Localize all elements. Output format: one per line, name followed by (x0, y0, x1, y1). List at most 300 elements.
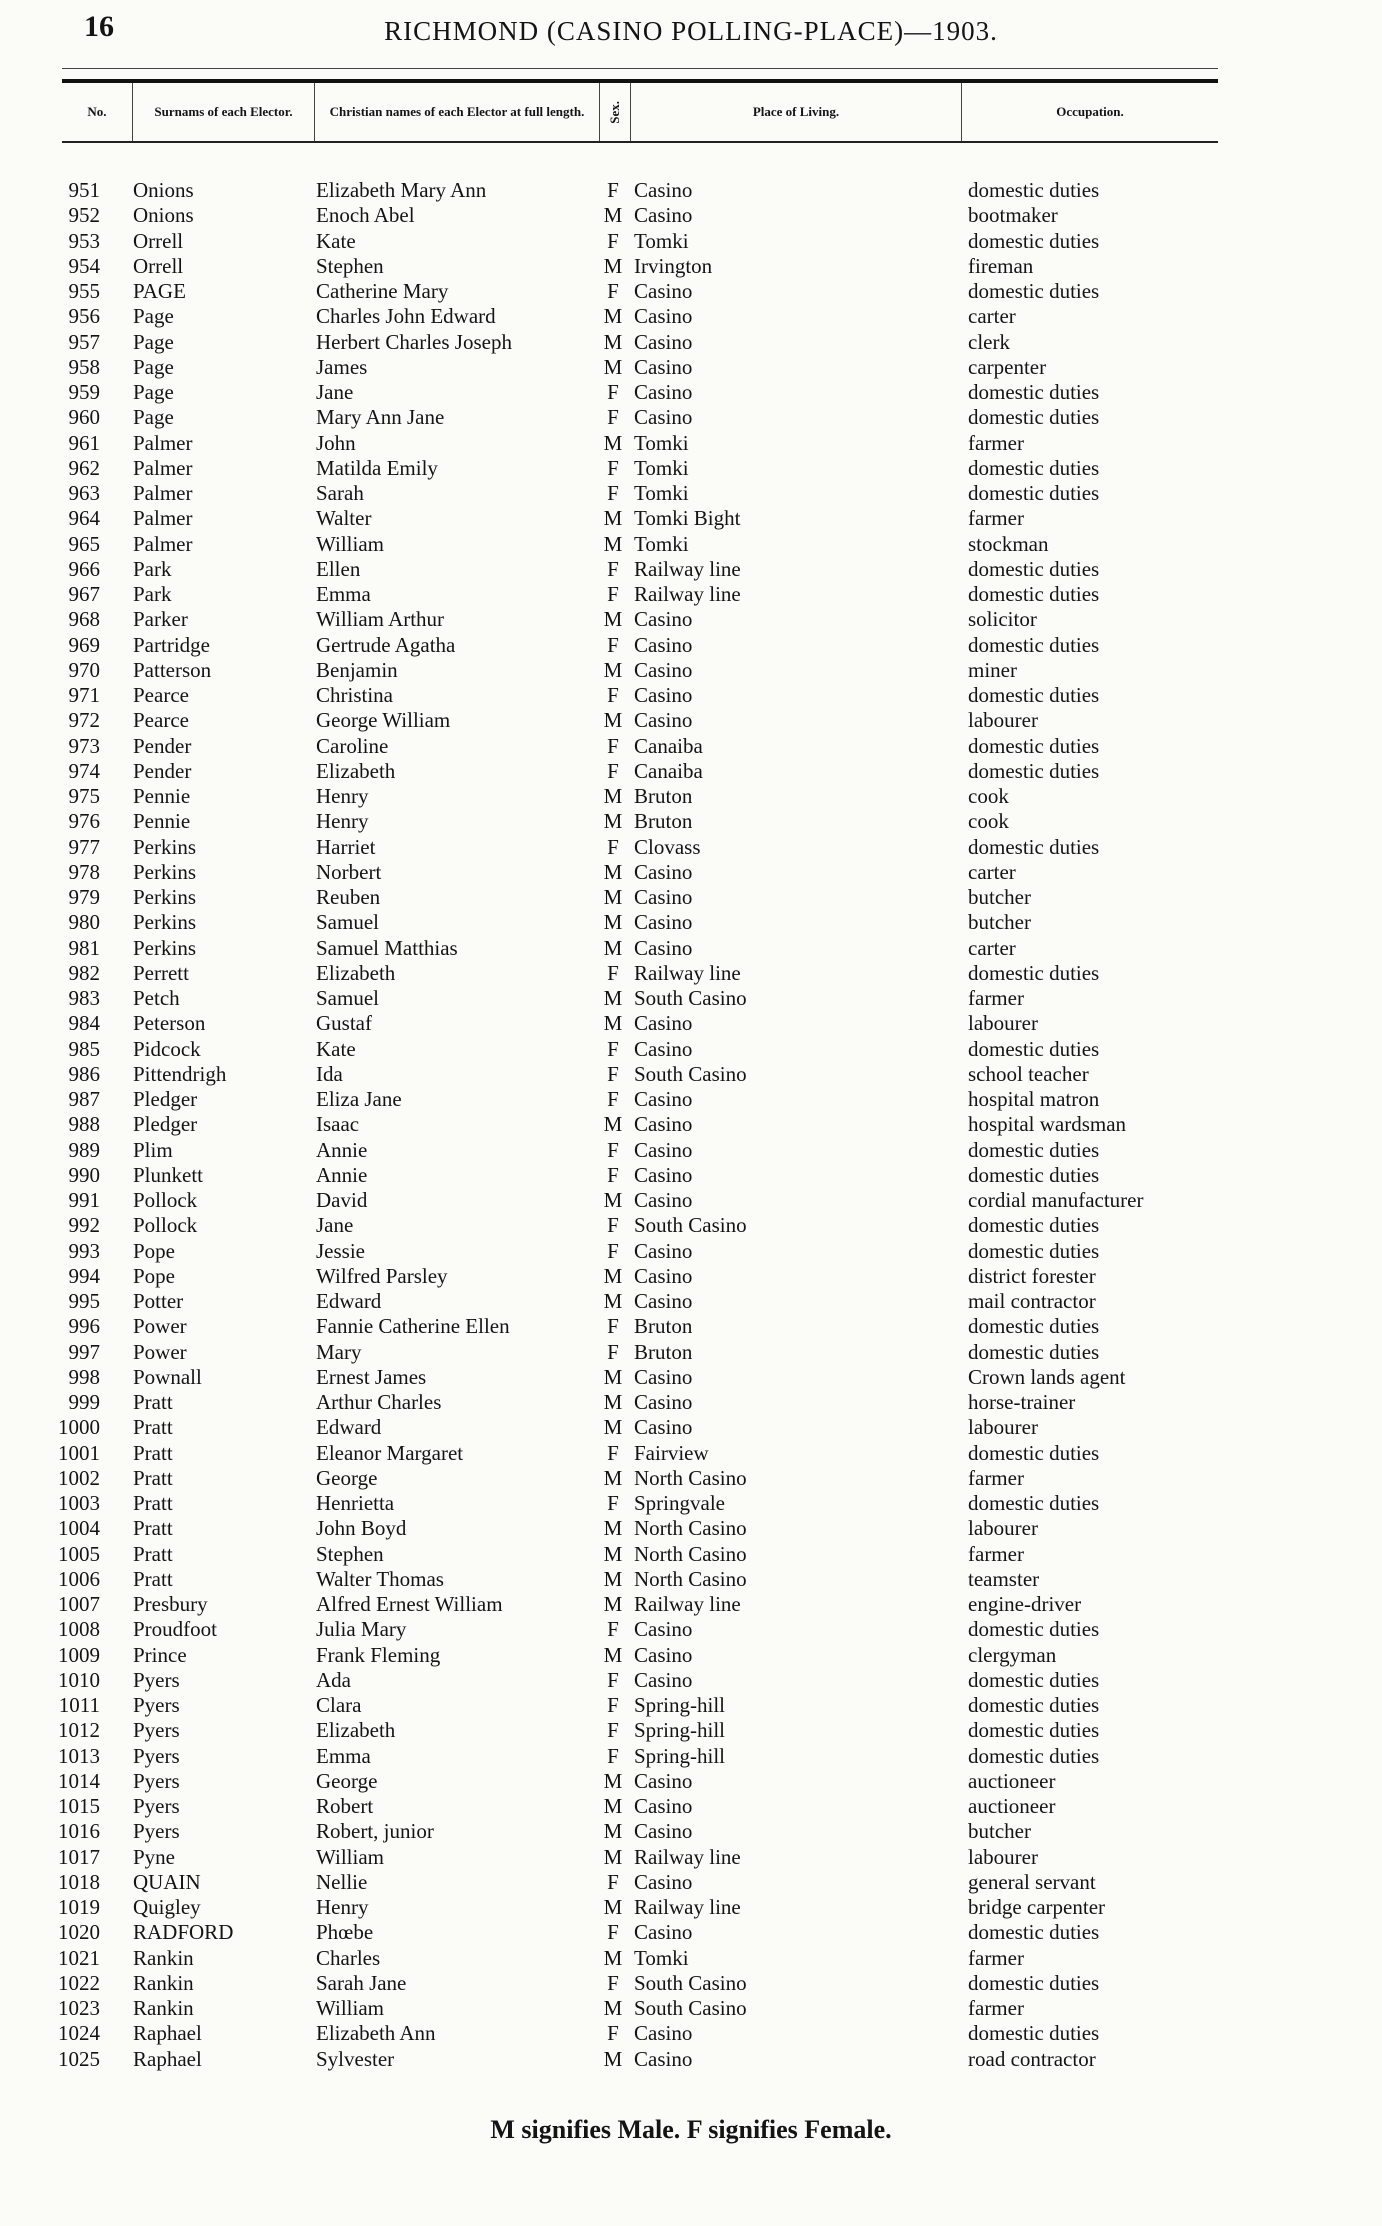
elector-surname: Palmer (133, 430, 193, 455)
elector-christian-names: David (316, 1188, 368, 1212)
elector-place: Casino (634, 1819, 693, 1844)
elector-number: 1003 (58, 1491, 100, 1515)
elector-sex: F (607, 1491, 619, 1515)
table-row (0, 986, 1382, 1011)
elector-christian-names: Edward (316, 1289, 382, 1313)
elector-surname: Pollock (133, 1188, 198, 1212)
elector-surname: Pyne (133, 1844, 175, 1869)
elector-place: Bruton (634, 809, 693, 834)
elector-sex: F (607, 1667, 619, 1692)
elector-sex: M (603, 1819, 623, 1844)
elector-christian-names: Nellie (316, 1869, 368, 1894)
elector-number: 980 (68, 910, 100, 935)
elector-christian-names: Emma (316, 1743, 371, 1768)
elector-sex: F (607, 1440, 619, 1465)
elector-surname: Plunkett (133, 1162, 204, 1187)
elector-sex: F (607, 1743, 619, 1768)
table-row (0, 254, 1382, 279)
elector-occupation: carter (968, 304, 1016, 329)
page-title: RICHMOND (CASINO POLLING-PLACE)—1903. (384, 16, 998, 46)
elector-christian-names: Samuel (316, 910, 379, 935)
elector-sex: M (603, 1516, 623, 1541)
elector-place: Bruton (634, 1314, 693, 1339)
elector-number: 1015 (58, 1794, 100, 1818)
elector-christian-names: Jane (316, 1213, 354, 1238)
elector-sex: M (603, 1592, 623, 1616)
elector-occupation: domestic duties (968, 1617, 1100, 1642)
elector-number: 993 (68, 1238, 100, 1263)
elector-surname: Page (133, 405, 174, 430)
elector-sex: F (607, 1162, 619, 1187)
table-row (0, 481, 1382, 506)
elector-occupation: farmer (968, 506, 1024, 531)
elector-occupation: engine-driver (968, 1592, 1082, 1616)
elector-number: 955 (68, 279, 100, 303)
elector-surname: Page (133, 329, 174, 354)
elector-occupation: auctioneer (968, 1768, 1056, 1793)
elector-number: 967 (68, 582, 100, 606)
elector-surname: Pledger (133, 1112, 198, 1137)
elector-occupation: carpenter (968, 354, 1047, 379)
elector-place: Casino (634, 1364, 693, 1389)
elector-christian-names: George (316, 1465, 378, 1490)
elector-occupation: mail contractor (968, 1289, 1096, 1313)
elector-place: Casino (634, 683, 693, 707)
elector-place: Springvale (634, 1491, 725, 1515)
elector-number: 1025 (58, 2046, 100, 2071)
table-row (0, 633, 1382, 658)
elector-number: 985 (68, 1036, 100, 1061)
elector-occupation: domestic duties (968, 1137, 1100, 1162)
elector-number: 1011 (58, 1693, 100, 1717)
elector-surname: Quigley (133, 1895, 201, 1919)
elector-sex: M (603, 1768, 623, 1793)
elector-place: North Casino (634, 1516, 747, 1541)
elector-number: 990 (68, 1162, 100, 1187)
elector-occupation: domestic duties (968, 1491, 1100, 1515)
elector-surname: Pratt (133, 1541, 173, 1566)
elector-surname: Pennie (133, 784, 191, 808)
elector-occupation: labourer (968, 1516, 1038, 1541)
elector-sex: F (607, 178, 619, 202)
elector-surname: Pearce (133, 683, 189, 707)
table-row (0, 380, 1382, 405)
elector-occupation: domestic duties (968, 1693, 1100, 1717)
elector-sex: F (607, 2021, 619, 2046)
elector-place: Casino (634, 405, 693, 430)
elector-occupation: domestic duties (968, 1162, 1100, 1187)
elector-christian-names: Ernest James (316, 1364, 427, 1389)
elector-place: Casino (634, 1011, 693, 1036)
elector-occupation: domestic duties (968, 1920, 1100, 1945)
header-occupation: Occupation. (1056, 104, 1124, 119)
elector-sex: F (607, 1970, 619, 1995)
table-row (0, 936, 1382, 961)
table-row (0, 1365, 1382, 1390)
elector-christian-names: Henry (316, 1895, 369, 1919)
elector-surname: Pidcock (133, 1036, 201, 1061)
elector-occupation: farmer (968, 430, 1024, 455)
elector-place: Casino (634, 2021, 693, 2046)
header-surname: Surnams of each Elector. (133, 83, 315, 141)
elector-surname: Pittendrigh (133, 1061, 227, 1086)
elector-sex: F (607, 1617, 619, 1642)
elector-number: 999 (68, 1390, 100, 1414)
elector-surname: RADFORD (133, 1920, 234, 1945)
elector-christian-names: Eliza Jane (316, 1087, 402, 1111)
elector-place: Casino (634, 279, 693, 303)
elector-occupation: hospital matron (968, 1087, 1100, 1111)
elector-number: 961 (68, 430, 100, 455)
elector-sex: M (603, 607, 623, 632)
sex-legend: M signifies Male. F signifies Female. (490, 2115, 892, 2144)
elector-surname: Pennie (133, 809, 191, 834)
elector-number: 953 (68, 228, 100, 253)
elector-surname: Palmer (133, 455, 193, 480)
elector-place: Tomki (634, 228, 689, 253)
elector-occupation: domestic duties (968, 632, 1100, 657)
header-christian-names: Christian names of each Elector at full length. (315, 83, 600, 141)
table-row (0, 1819, 1382, 1844)
elector-place: Casino (634, 1920, 693, 1945)
elector-christian-names: Julia Mary (316, 1617, 407, 1642)
table-row (0, 1946, 1382, 1971)
elector-place: Tomki Bight (634, 506, 741, 531)
elector-place: Casino (634, 1087, 693, 1111)
elector-place: Casino (634, 1617, 693, 1642)
elector-christian-names: Stephen (316, 253, 384, 278)
elector-place: Tomki (634, 1945, 689, 1970)
elector-surname: Palmer (133, 481, 193, 505)
elector-surname: Perkins (133, 834, 196, 859)
elector-place: Casino (634, 329, 693, 354)
elector-surname: Proudfoot (133, 1617, 217, 1642)
elector-christian-names: Benjamin (316, 657, 398, 682)
elector-christian-names: Kate (316, 1036, 356, 1061)
table-row (0, 910, 1382, 935)
elector-occupation: domestic duties (968, 1213, 1100, 1238)
elector-christian-names: Jessie (316, 1238, 365, 1263)
elector-christian-names: Mary (316, 1339, 362, 1364)
elector-christian-names: Matilda Emily (316, 455, 438, 480)
elector-christian-names: Christina (316, 683, 393, 707)
table-row (0, 1340, 1382, 1365)
elector-number: 1024 (58, 2021, 100, 2046)
elector-occupation: road contractor (968, 2046, 1096, 2071)
elector-occupation: domestic duties (968, 758, 1100, 783)
elector-occupation: domestic duties (968, 178, 1100, 202)
elector-sex: F (607, 556, 619, 581)
elector-number: 970 (68, 657, 100, 682)
elector-occupation: stockman (968, 531, 1049, 556)
elector-sex: M (603, 304, 623, 329)
elector-christian-names: Caroline (316, 733, 389, 758)
elector-occupation: domestic duties (968, 481, 1100, 505)
elector-place: Casino (634, 304, 693, 329)
elector-sex: F (607, 582, 619, 606)
elector-occupation: miner (968, 657, 1017, 682)
elector-occupation: farmer (968, 1945, 1024, 1970)
elector-christian-names: Annie (316, 1137, 368, 1162)
elector-sex: M (603, 354, 623, 379)
elector-sex: F (607, 683, 619, 707)
elector-sex: M (603, 1541, 623, 1566)
elector-christian-names: Walter Thomas (316, 1566, 444, 1591)
elector-sex: F (607, 1693, 619, 1717)
elector-number: 966 (68, 556, 100, 581)
elector-place: Tomki (634, 455, 689, 480)
elector-surname: Page (133, 354, 174, 379)
elector-christian-names: Frank Fleming (316, 1642, 441, 1667)
elector-occupation: domestic duties (968, 2021, 1100, 2046)
elector-christian-names: Stephen (316, 1541, 384, 1566)
elector-surname: Pope (133, 1238, 175, 1263)
table-row (0, 1441, 1382, 1466)
elector-number: 1021 (58, 1945, 100, 1970)
elector-sex: F (607, 1238, 619, 1263)
table-row (0, 1718, 1382, 1743)
elector-number: 1005 (58, 1541, 100, 1566)
elector-sex: M (603, 1415, 623, 1440)
elector-place: Casino (634, 607, 693, 632)
elector-place: Casino (634, 1415, 693, 1440)
elector-christian-names: Alfred Ernest William (316, 1592, 503, 1616)
elector-occupation: clerk (968, 329, 1010, 354)
elector-number: 1016 (58, 1819, 100, 1844)
table-row (0, 557, 1382, 582)
elector-number: 951 (68, 178, 100, 202)
elector-sex: M (603, 935, 623, 960)
elector-christian-names: Isaac (316, 1112, 360, 1137)
table-row (0, 456, 1382, 481)
table-row (0, 1466, 1382, 1491)
elector-christian-names: Elizabeth Ann (316, 2021, 436, 2046)
elector-place: Casino (634, 657, 693, 682)
elector-place: Casino (634, 632, 693, 657)
elector-place: Casino (634, 1263, 693, 1288)
elector-occupation: Crown lands agent (968, 1364, 1126, 1389)
elector-place: Casino (634, 1869, 693, 1894)
elector-occupation: clergyman (968, 1642, 1057, 1667)
table-row (0, 1516, 1382, 1541)
elector-sex: M (603, 809, 623, 834)
elector-occupation: carter (968, 859, 1016, 884)
elector-place: Casino (634, 1238, 693, 1263)
table-row (0, 203, 1382, 228)
elector-sex: F (607, 455, 619, 480)
elector-number: 974 (68, 758, 100, 783)
elector-sex: M (603, 784, 623, 808)
elector-number: 995 (68, 1289, 100, 1313)
elector-sex: F (607, 758, 619, 783)
elector-place: South Casino (634, 1061, 747, 1086)
elector-place: Bruton (634, 1339, 693, 1364)
elector-place: Casino (634, 1794, 693, 1818)
table-row (0, 1239, 1382, 1264)
elector-surname: Pratt (133, 1465, 173, 1490)
elector-christian-names: James (316, 354, 368, 379)
elector-surname: Pender (133, 758, 192, 783)
elector-sex: M (603, 1996, 623, 2020)
table-row (0, 1314, 1382, 1339)
elector-sex: F (607, 834, 619, 859)
elector-occupation: bridge carpenter (968, 1895, 1106, 1919)
elector-sex: M (603, 1794, 623, 1818)
elector-christian-names: Henrietta (316, 1491, 395, 1515)
elector-christian-names: John (316, 430, 356, 455)
elector-place: Tomki (634, 481, 689, 505)
elector-number: 989 (68, 1137, 100, 1162)
elector-number: 992 (68, 1213, 100, 1238)
elector-surname: Pratt (133, 1415, 173, 1440)
elector-place: Tomki (634, 430, 689, 455)
elector-place: Casino (634, 935, 693, 960)
elector-place: Clovass (634, 834, 701, 859)
elector-number: 1012 (58, 1718, 100, 1743)
elector-surname: Pratt (133, 1566, 173, 1591)
elector-surname: Pyers (133, 1718, 180, 1743)
elector-surname: Rankin (133, 1945, 194, 1970)
elector-number: 987 (68, 1087, 100, 1111)
elector-number: 975 (68, 784, 100, 808)
elector-christian-names: Elizabeth (316, 960, 396, 985)
elector-christian-names: Charles John Edward (316, 304, 496, 329)
elector-christian-names: Gustaf (316, 1011, 372, 1036)
elector-christian-names: Samuel Matthias (316, 935, 458, 960)
elector-surname: Pyers (133, 1667, 180, 1692)
elector-christian-names: Wilfred Parsley (316, 1263, 448, 1288)
elector-christian-names: Jane (316, 380, 354, 404)
elector-surname: Pyers (133, 1768, 180, 1793)
elector-sex: M (603, 986, 623, 1010)
elector-christian-names: Ellen (316, 556, 361, 581)
table-row (0, 1062, 1382, 1087)
elector-place: Railway line (634, 556, 741, 581)
elector-christian-names: William (316, 1996, 384, 2020)
elector-surname: PAGE (133, 279, 186, 303)
elector-place: South Casino (634, 1996, 747, 2020)
elector-place: Casino (634, 1642, 693, 1667)
elector-surname: Power (133, 1339, 187, 1364)
header-place-of-living: Place of Living. (631, 83, 962, 141)
table-row (0, 1769, 1382, 1794)
elector-christian-names: Samuel (316, 986, 379, 1010)
table-row (0, 708, 1382, 733)
elector-occupation: domestic duties (968, 279, 1100, 303)
elector-occupation: domestic duties (968, 1667, 1100, 1692)
elector-place: Casino (634, 178, 693, 202)
elector-occupation: labourer (968, 708, 1038, 733)
elector-place: Casino (634, 859, 693, 884)
table-header (62, 83, 1218, 143)
elector-number: 963 (68, 481, 100, 505)
elector-number: 958 (68, 354, 100, 379)
elector-christian-names: Enoch Abel (316, 203, 415, 228)
elector-christian-names: Kate (316, 228, 356, 253)
elector-christian-names: Eleanor Margaret (316, 1440, 464, 1465)
table-row (0, 784, 1382, 809)
elector-number: 952 (68, 203, 100, 228)
table-row (0, 1567, 1382, 1592)
elector-surname: Pollock (133, 1213, 198, 1238)
elector-number: 1017 (58, 1844, 100, 1869)
elector-occupation: domestic duties (968, 1314, 1100, 1339)
elector-christian-names: Edward (316, 1415, 382, 1440)
elector-christian-names: Elizabeth (316, 758, 396, 783)
elector-sex: F (607, 1061, 619, 1086)
table-row (0, 607, 1382, 632)
header-sex-label: Sex. (607, 100, 622, 124)
elector-surname: Presbury (133, 1592, 208, 1616)
elector-place: Casino (634, 910, 693, 935)
table-row (0, 759, 1382, 784)
elector-place: Casino (634, 1188, 693, 1212)
elector-occupation: domestic duties (968, 582, 1100, 606)
elector-occupation: domestic duties (968, 455, 1100, 480)
table-row (0, 1617, 1382, 1642)
elector-place: Casino (634, 885, 693, 909)
elector-number: 976 (68, 809, 100, 834)
elector-sex: M (603, 1642, 623, 1667)
elector-sex: M (603, 506, 623, 531)
elector-place: Fairview (634, 1440, 709, 1465)
elector-place: Canaiba (634, 733, 703, 758)
elector-occupation: farmer (968, 1465, 1024, 1490)
elector-sex: M (603, 1364, 623, 1389)
elector-sex: M (603, 2046, 623, 2071)
elector-place: Railway line (634, 582, 741, 606)
elector-number: 978 (68, 859, 100, 884)
table-row (0, 229, 1382, 254)
elector-place: Spring-hill (634, 1743, 726, 1768)
elector-occupation: butcher (968, 910, 1031, 935)
elector-surname: Page (133, 304, 174, 329)
elector-number: 964 (68, 506, 100, 531)
elector-number: 1009 (58, 1642, 100, 1667)
elector-number: 984 (68, 1011, 100, 1036)
elector-surname: Raphael (133, 2046, 202, 2071)
table-row (0, 1112, 1382, 1137)
elector-surname: Park (133, 556, 172, 581)
elector-place: Casino (634, 1289, 693, 1313)
elector-sex: M (603, 859, 623, 884)
table-row (0, 1845, 1382, 1870)
table-row (0, 860, 1382, 885)
table-row (0, 178, 1382, 203)
elector-sex: F (607, 380, 619, 404)
table-row (0, 1693, 1382, 1718)
elector-christian-names: Ida (316, 1061, 343, 1086)
elector-surname: Potter (133, 1289, 184, 1313)
elector-sex: M (603, 1011, 623, 1036)
elector-number: 1023 (58, 1996, 100, 2020)
elector-sex: M (603, 885, 623, 909)
elector-surname: Perrett (133, 960, 189, 985)
elector-occupation: domestic duties (968, 733, 1100, 758)
elector-sex: F (607, 1920, 619, 1945)
elector-number: 994 (68, 1263, 100, 1288)
table-row (0, 1491, 1382, 1516)
elector-occupation: domestic duties (968, 1238, 1100, 1263)
elector-occupation: solicitor (968, 607, 1037, 632)
elector-christian-names: Charles (316, 1945, 381, 1970)
elector-occupation: labourer (968, 1844, 1038, 1869)
elector-sex: F (607, 632, 619, 657)
elector-sex: M (603, 1566, 623, 1591)
table-row (0, 1037, 1382, 1062)
elector-occupation: farmer (968, 1541, 1024, 1566)
elector-sex: M (603, 329, 623, 354)
